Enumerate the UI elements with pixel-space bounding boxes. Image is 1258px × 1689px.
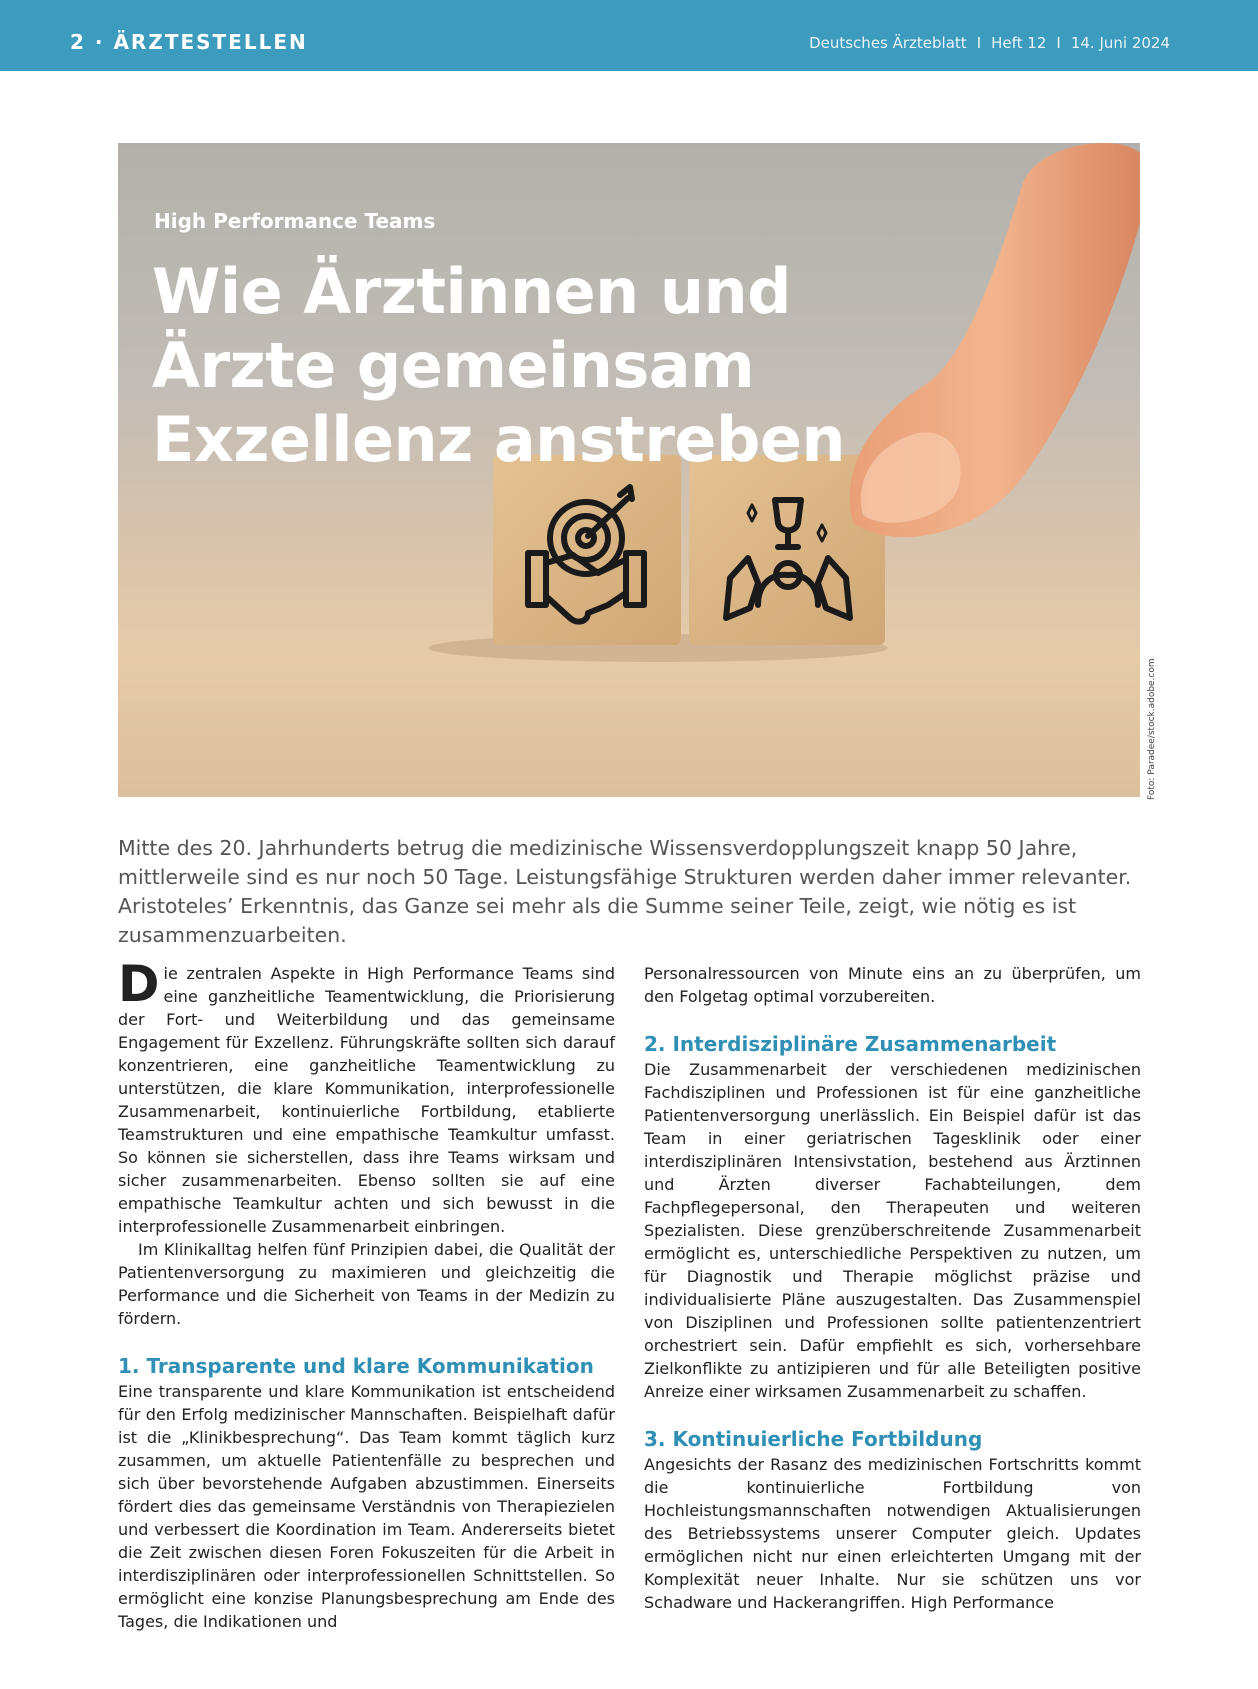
issue-number: Heft 12: [991, 34, 1047, 52]
paragraph: Im Klinikalltag helfen fünf Prinzipien dabei, die Qualität der Patientenversorgung zu maximieren und gleichzeitig die Performance und die Sicherheit von Teams in der Medizin zu fördern.: [118, 1240, 615, 1328]
right-column: [644, 962, 1141, 1614]
page-header: [0, 0, 1258, 71]
article-intro: Mitte des 20. Jahrhunderts betrug die medizinische Wissensverdopplungszeit knapp 50 Jahre, mittlerweile sind es nur noch 50 Tage. Leistungsfähige Strukturen werden daher immer relevanter. Aristoteles’ Erkenntnis, das Ganze sei mehr als die Summe seiner Teile, zeigt, wie nötig es ist zusammenzuarbeiten.: [118, 836, 1132, 947]
publication-info: [809, 34, 1170, 52]
section-label: 2 · ÄRZTESTELLEN: [70, 30, 308, 54]
article-headline: Wie Ärztinnen und Ärzte gemeinsam Exzellenz anstreben: [152, 255, 846, 476]
dropcap: D: [118, 955, 160, 1013]
hero-image: [118, 143, 1140, 797]
paragraph: Die Zusammenarbeit der verschiedenen medizinischen Fachdisziplinen und Professionen ist für eine ganzheitliche Patientenversorgung unerlässlich. Ein Beispiel dafür ist das Team in einer geriatrischen Tagesklinik oder einer interdisziplinären Intensivstation, bestehend aus Ärztinnen und Ärzten diverser Fachabteilungen, dem Fachpflegepersonal, den Therapeuten und weiteren Spezialisten. Diese grenzüberschreitende Zusammenarbeit ermöglicht es, unterschiedliche Perspektiven zu nutzen, um für Diagnostik und Therapie möglichst präzise und individualisierte Pläne auszugestalten. Das Zusammenspiel von Disziplinen und Professionen sollte patientenzentriert orchestriert sein. Dafür empfiehlt es sich, vorhersehbare Zielkonflikte zu antizipieren und für alle Beteiligten positive Anreize einer wirksamen Zusammenarbeit zu schaffen.: [644, 1060, 1141, 1401]
paragraph: Eine transparente und klare Kommunikation ist entscheidend für den Erfolg medizinischer Mannschaften. Beispielhaft dafür ist die „Klinikbesprechung“. Das Team kommt täglich kurz zusammen, um aktuelle Patientenfälle zu besprechen und sich über bevorstehende Aufgaben abzustimmen. Einerseits fördert dies das gemeinsame Verständnis von Therapiezielen und verbessert die Koordination im Team. Andererseits bietet die Zeit zwischen diesen Foren Fokuszeiten für die Arbeit in interdisziplinären oder interprofessionellen Schnittstellen. So ermöglicht eine konzise Planungsbesprechung am Ende des Tages, die Indikationen und: [118, 1382, 615, 1631]
issue-date: 14. Juni 2024: [1070, 34, 1170, 52]
left-column: [118, 955, 615, 1633]
article-kicker: High Performance Teams: [154, 209, 436, 233]
photo-credit: Foto: Paradee/stock.adobe.com: [1147, 658, 1157, 800]
section-heading: 2. Interdisziplinäre Zusammenarbeit: [644, 1032, 1057, 1056]
section-heading: 1. Transparente und klare Kommunikation: [118, 1354, 594, 1378]
publication-name: Deutsches Ärzteblatt: [809, 34, 967, 52]
paragraph: [118, 955, 615, 1238]
section-heading: 3. Kontinuierliche Fortbildung: [644, 1427, 983, 1451]
paragraph-text: ie zentralen Aspekte in High Performance Teams sind eine ganzheitliche Teamentwicklung, die Priorisierung der Fort- und Weiterbildung und das gemeinsame Engagement für Exzellenz. Führungskräfte sollten sich darauf konzentrieren, eine ganzheitliche Teamentwicklung zu unterstützen, die klare Kommunikation, interprofessionelle Zusammenarbeit, kontinuierliche Fortbildung, etablierte Teamstrukturen und eine empathische Teamkultur umfasst. So können sie sicherstellen, dass ihre Teams wirksam und sicher zusammenarbeiten. Ebenso sollten sie auf eine empathische Teamkultur achten und sich bewusst in die interprofessionelle Zusammenarbeit einbringen.: [118, 964, 615, 1236]
paragraph: Angesichts der Rasanz des medizinischen Fortschritts kommt die kontinuierliche Fortbildung von Hochleistungsmannschaften notwendigen Aktualisierungen des Betriebssystems unserer Computer gleich. Updates ermöglichen nicht nur einen erleichterten Umgang mit der Komplexität neuer Inhalte. Nur sie schützen uns vor Schadware und Hackerangriffen. High Performance: [644, 1455, 1141, 1612]
header-separator: I: [1056, 34, 1061, 52]
header-separator: I: [976, 34, 982, 52]
paragraph: Personalressourcen von Minute eins an zu überprüfen, um den Folgetag optimal vorzubereiten.: [644, 964, 1141, 1006]
